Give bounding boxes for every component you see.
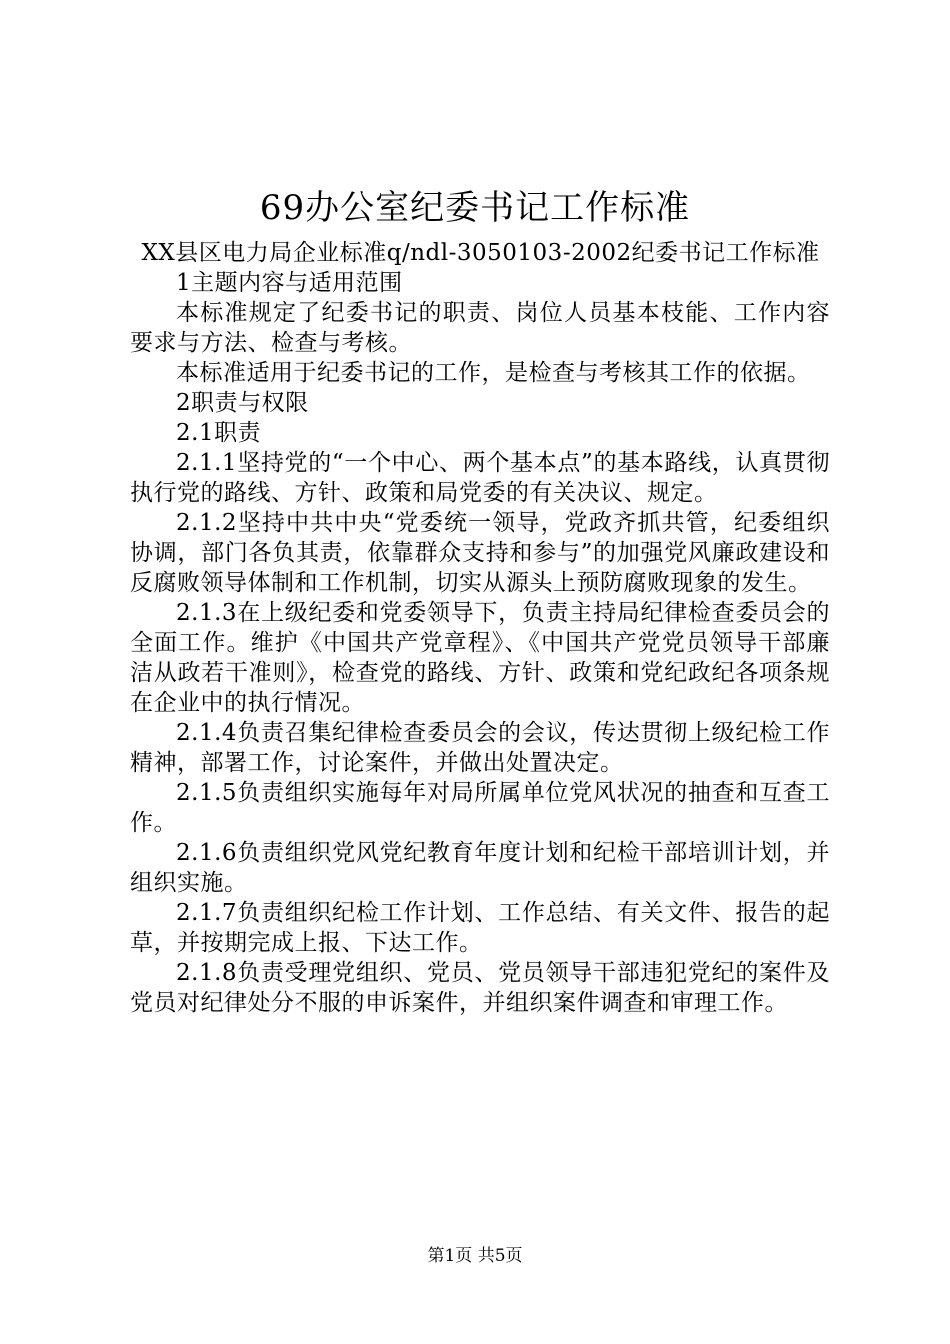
paragraph-clause-2-1-2: 2.1.2坚持中共中央“党委统一领导，党政齐抓共管，纪委组织协调，部门各负其责，依靠群众支持和参与”的加强党风廉政建设和反腐败领导体制和工作机制，切实从源头上预防腐败现象的发生。 [130, 510, 830, 596]
document-title: 69办公室纪委书记工作标准 [259, 188, 691, 228]
paragraph-scope-applicability: 本标准适用于纪委书记的工作，是检查与考核其工作的依据。 [176, 360, 811, 386]
paragraph-clause-2-1-4: 2.1.4负责召集纪律检查委员会的会议，传达贯彻上级纪检工作精神，部署工作，讨论案件，并做出处置决定。 [130, 720, 830, 776]
paragraph-clause-2-1-1: 2.1.1坚持党的“一个中心、两个基本点”的基本路线，认真贯彻执行党的路线、方针、政策和局党委的有关决议、规定。 [130, 450, 830, 506]
paragraph-clause-2-1-6: 2.1.6负责组织党风党纪教育年度计划和纪检干部培训计划，并组织实施。 [130, 840, 830, 896]
paragraph-scope-content: 本标准规定了纪委书记的职责、岗位人员基本枝能、工作内容要求与方法、检查与考核。 [130, 300, 830, 356]
paragraph-section-1-heading: 1主题内容与适用范围 [176, 270, 403, 296]
paragraph-section-2-heading: 2职责与权限 [176, 390, 309, 416]
document-body [130, 238, 830, 1018]
paragraph-standard-id: XX县区电力局企业标准q/ndl-3050103-2002纪委书记工作标准 [141, 240, 820, 266]
page-footer: 第1页 共5页 [427, 1246, 523, 1266]
paragraph-clause-2-1-8: 2.1.8负责受理党组织、党员、党员领导干部违犯党纪的案件及党员对纪律处分不服的申诉案件，并组织案件调查和审理工作。 [130, 960, 830, 1016]
paragraph-clause-2-1-7: 2.1.7负责组织纪检工作计划、工作总结、有关文件、报告的起草，并按期完成上报、下达工作。 [130, 900, 830, 956]
paragraph-clause-2-1-3: 2.1.3在上级纪委和党委领导下，负责主持局纪律检查委员会的全面工作。维护《中国共产党章程》、《中国共产党党员领导干部廉洁从政若干准则》，检查党的路线、方针、政策和党纪政纪各项条规在企业中的执行情况。 [130, 600, 830, 716]
paragraph-clause-2-1-5: 2.1.5负责组织实施每年对局所属单位党风状况的抽查和互查工作。 [130, 780, 830, 836]
paragraph-section-2-1-heading: 2.1职责 [176, 420, 262, 446]
